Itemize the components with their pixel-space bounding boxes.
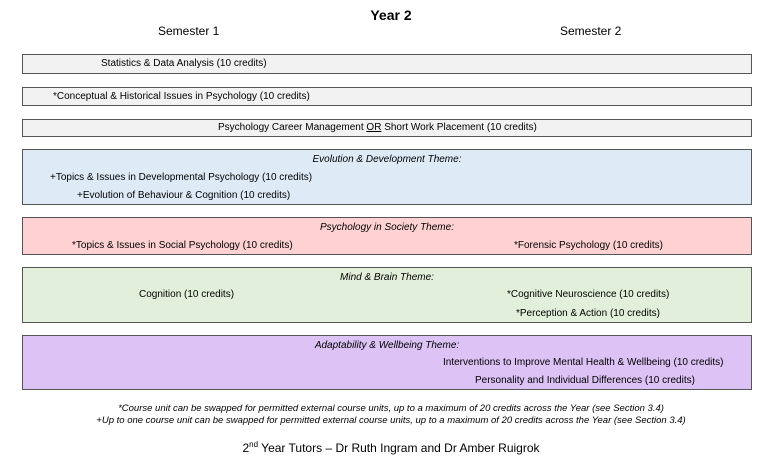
or-connector: OR xyxy=(366,122,382,133)
course-cognitive-neuroscience: *Cognitive Neuroscience (10 credits) xyxy=(507,289,670,300)
semester-2-heading: Semester 2 xyxy=(560,24,622,38)
course-perception-action: *Perception & Action (10 credits) xyxy=(516,308,660,319)
course-forensic-psychology: *Forensic Psychology (10 credits) xyxy=(514,240,663,251)
course-career-label: Psychology Career Management xyxy=(218,122,367,133)
tutors-ordinal: 2 xyxy=(242,441,250,455)
course-social-psychology: *Topics & Issues in Social Psychology (10 credits) xyxy=(72,240,293,251)
tutors-ordinal-suffix: nd xyxy=(249,440,259,449)
theme-box-adaptability xyxy=(22,335,752,390)
course-cognition: Cognition (10 credits) xyxy=(139,289,235,300)
theme-title-adaptability: Adaptability & Wellbeing Theme: xyxy=(314,340,460,351)
course-interventions-mental-health: Interventions to Improve Mental Health & Wellbeing (10 credits) xyxy=(443,357,724,368)
tutors-names: Year Tutors – Dr Ruth Ingram and Dr Amber Ruigrok xyxy=(258,441,540,455)
course-career-or-placement xyxy=(218,122,537,134)
theme-title-society: Psychology in Society Theme: xyxy=(320,222,454,233)
semester-1-heading: Semester 1 xyxy=(158,24,220,38)
course-statistics: Statistics & Data Analysis (10 credits) xyxy=(101,58,267,69)
course-row-statistics xyxy=(22,54,752,74)
course-conceptual-historical: *Conceptual & Historical Issues in Psychology (10 credits) xyxy=(53,91,310,102)
course-evolution-behaviour: +Evolution of Behaviour & Cognition (10 credits) xyxy=(77,190,291,201)
theme-title-mind-brain: Mind & Brain Theme: xyxy=(340,272,434,283)
course-developmental-psychology: +Topics & Issues in Developmental Psychology (10 credits) xyxy=(50,172,313,183)
year-tutors xyxy=(0,440,782,455)
course-row-conceptual xyxy=(22,87,752,106)
course-row-career xyxy=(22,119,752,137)
theme-box-evolution xyxy=(22,149,752,205)
course-placement-label: Short Work Placement (10 credits) xyxy=(381,122,537,133)
course-personality-differences: Personality and Individual Differences (10 credits) xyxy=(475,375,695,386)
footnote-swap-asterisk: *Course unit can be swapped for permitted external course units, up to a maximum of 20 credits across the Year (see Section 3.4) xyxy=(118,403,664,414)
theme-box-society xyxy=(22,217,752,255)
page-title: Year 2 xyxy=(370,7,412,23)
theme-title-evolution: Evolution & Development Theme: xyxy=(312,154,462,165)
theme-box-mind-brain xyxy=(22,267,752,323)
footnote-swap-plus: +Up to one course unit can be swapped for permitted external course units, up to a maximum of 20 credits across the Year (see Section 3.4) xyxy=(96,415,686,426)
